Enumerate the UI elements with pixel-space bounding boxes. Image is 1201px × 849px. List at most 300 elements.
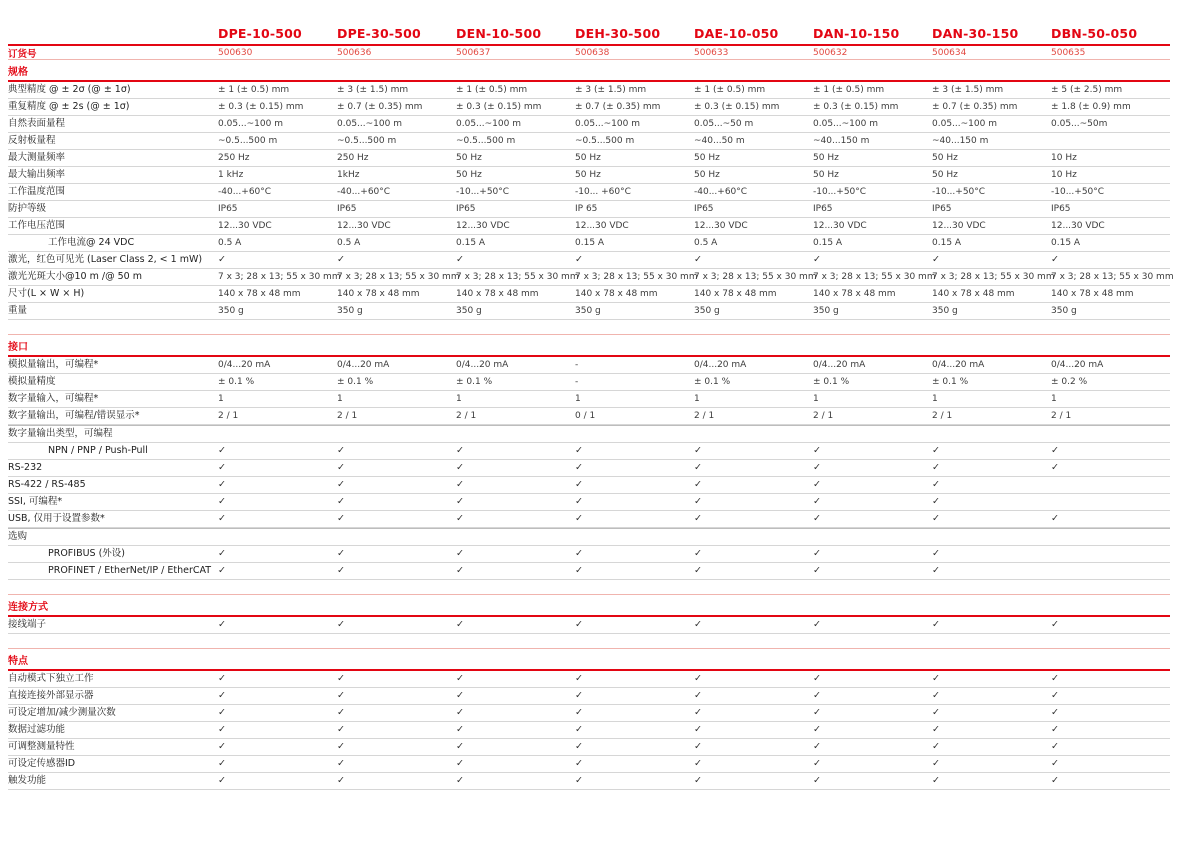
value-cell: 350 g	[337, 306, 363, 316]
check-icon: ✓	[1051, 758, 1059, 769]
check-icon: ✓	[813, 758, 821, 769]
value-cell: 140 x 78 x 48 mm	[813, 289, 896, 299]
value-cell: ~0.5...500 m	[218, 136, 278, 146]
value-cell: 0 / 1	[575, 411, 596, 421]
value-cell: -10...+50°C	[1051, 187, 1105, 197]
check-icon: ✓	[694, 496, 702, 507]
row-label: RS-422 / RS-485	[8, 479, 86, 490]
table-row	[8, 357, 1170, 374]
row-label: 自动模式下独立工作	[8, 673, 94, 684]
check-icon: ✓	[694, 445, 702, 456]
row-label: 可设定传感器ID	[8, 758, 76, 769]
value-cell: 0.05...~50 m	[694, 119, 754, 129]
section-3	[8, 594, 1170, 634]
value-cell: ± 1 (± 0.5) mm	[694, 85, 766, 95]
check-icon: ✓	[218, 479, 226, 490]
value-cell: 0.15 A	[932, 238, 962, 248]
value-cell: 350 g	[456, 306, 482, 316]
check-icon: ✓	[218, 462, 226, 473]
value-cell: 0.15 A	[456, 238, 486, 248]
value-cell: 50 Hz	[456, 170, 482, 180]
table-row	[8, 201, 1170, 218]
row-label: 模拟量精度	[8, 376, 56, 387]
check-icon: ✓	[337, 724, 345, 735]
table-row	[8, 286, 1170, 303]
value-cell: 1	[694, 394, 700, 404]
check-icon: ✓	[218, 775, 226, 786]
value-cell: 12...30 VDC	[218, 221, 272, 231]
value-cell: 0.5 A	[337, 238, 361, 248]
value-cell: ~40...150 m	[813, 136, 870, 146]
check-icon: ✓	[813, 548, 821, 559]
value-cell: IP65	[1051, 204, 1071, 214]
check-icon: ✓	[337, 254, 345, 265]
check-icon: ✓	[218, 548, 226, 559]
value-cell: 7 x 3; 28 x 13; 55 x 30 mm	[337, 272, 460, 282]
value-cell: 2 / 1	[337, 411, 358, 421]
order-number: 500633	[694, 48, 729, 58]
row-label: 反射板量程	[8, 135, 56, 146]
check-icon: ✓	[575, 758, 583, 769]
value-cell: 350 g	[694, 306, 720, 316]
value-cell: 0/4...20 mA	[694, 360, 747, 370]
value-cell: 0/4...20 mA	[337, 360, 390, 370]
row-label: 工作电流@ 24 VDC	[48, 237, 135, 248]
value-cell: -10... +60°C	[575, 187, 631, 197]
check-icon: ✓	[932, 775, 940, 786]
row-label: RS-232	[8, 462, 43, 473]
check-icon: ✓	[337, 496, 345, 507]
value-cell: 0/4...20 mA	[1051, 360, 1104, 370]
table-row	[8, 671, 1170, 688]
check-icon: ✓	[575, 548, 583, 559]
row-label: 典型精度 @ ± 2σ (@ ± 1σ)	[8, 84, 131, 95]
check-icon: ✓	[813, 741, 821, 752]
value-cell: 1	[456, 394, 462, 404]
check-icon: ✓	[218, 619, 226, 630]
value-cell: ± 1.8 (± 0.9) mm	[1051, 102, 1131, 112]
check-icon: ✓	[575, 775, 583, 786]
row-label: 直接连接外部显示器	[8, 690, 94, 701]
value-cell: 1kHz	[337, 170, 360, 180]
row-label: 自然表面量程	[8, 118, 66, 129]
check-icon: ✓	[218, 513, 226, 524]
value-cell: ± 0.7 (± 0.35) mm	[575, 102, 661, 112]
check-icon: ✓	[575, 690, 583, 701]
check-icon: ✓	[337, 619, 345, 630]
row-label: 模拟量输出，可编程*	[8, 359, 99, 370]
value-cell: ± 0.3 (± 0.15) mm	[456, 102, 542, 112]
value-cell: 0/4...20 mA	[932, 360, 985, 370]
value-cell: IP65	[932, 204, 952, 214]
check-icon: ✓	[694, 758, 702, 769]
check-icon: ✓	[813, 513, 821, 524]
value-cell: 2 / 1	[813, 411, 834, 421]
value-cell: ± 0.1 %	[337, 377, 374, 387]
row-label: PROFINET / EtherNet/IP / EtherCAT	[48, 565, 212, 576]
row-label: 接线端子	[8, 619, 47, 630]
value-cell: ± 0.1 %	[694, 377, 731, 387]
table-row	[8, 303, 1170, 320]
check-icon: ✓	[813, 619, 821, 630]
table-row	[8, 460, 1170, 477]
check-icon: ✓	[456, 479, 464, 490]
value-cell: 1 kHz	[218, 170, 244, 180]
check-icon: ✓	[218, 565, 226, 576]
value-cell: ± 0.7 (± 0.35) mm	[337, 102, 423, 112]
value-cell: 50 Hz	[575, 153, 601, 163]
value-cell: 7 x 3; 28 x 13; 55 x 30 mm	[1051, 272, 1174, 282]
table-row	[8, 252, 1170, 269]
value-cell: IP65	[456, 204, 476, 214]
row-label: 最大测量频率	[8, 152, 66, 163]
order-number: 500635	[1051, 48, 1086, 58]
value-cell: ± 0.7 (± 0.35) mm	[932, 102, 1018, 112]
value-cell: ± 0.3 (± 0.15) mm	[218, 102, 304, 112]
value-cell: 50 Hz	[456, 153, 482, 163]
table-row	[8, 494, 1170, 511]
row-label: PROFIBUS (外设)	[48, 548, 126, 559]
check-icon: ✓	[575, 707, 583, 718]
check-icon: ✓	[575, 513, 583, 524]
row-label: 数字量输出类型，可编程	[8, 428, 113, 439]
check-icon: ✓	[575, 673, 583, 684]
product-name: DAN-10-150	[813, 26, 900, 41]
check-icon: ✓	[456, 496, 464, 507]
check-icon: ✓	[456, 462, 464, 473]
value-cell: 140 x 78 x 48 mm	[218, 289, 301, 299]
check-icon: ✓	[932, 254, 940, 265]
check-icon: ✓	[337, 565, 345, 576]
value-cell: 0.05...~100 m	[456, 119, 521, 129]
value-cell: 0/4...20 mA	[218, 360, 271, 370]
row-label: NPN / PNP / Push-Pull	[48, 445, 148, 456]
table-row	[8, 705, 1170, 722]
row-label: 重复精度 @ ± 2s (@ ± 1σ)	[8, 101, 130, 112]
value-cell: IP 65	[575, 204, 598, 214]
check-icon: ✓	[218, 690, 226, 701]
row-label: SSI, 可编程*	[8, 496, 63, 507]
product-name: DAE-10-050	[694, 26, 779, 41]
check-icon: ✓	[694, 724, 702, 735]
value-cell: ~0.5...500 m	[575, 136, 635, 146]
check-icon: ✓	[575, 445, 583, 456]
value-cell: 7 x 3; 28 x 13; 55 x 30 mm	[575, 272, 698, 282]
value-cell: ± 3 (± 1.5) mm	[337, 85, 409, 95]
product-header-row	[8, 26, 1170, 46]
order-number: 500630	[218, 48, 253, 58]
check-icon: ✓	[813, 724, 821, 735]
check-icon: ✓	[932, 741, 940, 752]
row-label: 激光，红色可见光 (Laser Class 2, < 1 mW)	[8, 254, 203, 265]
value-cell: 12...30 VDC	[337, 221, 391, 231]
check-icon: ✓	[218, 673, 226, 684]
value-cell: 350 g	[932, 306, 958, 316]
check-icon: ✓	[456, 673, 464, 684]
check-icon: ✓	[694, 775, 702, 786]
value-cell: 0.15 A	[813, 238, 843, 248]
table-row	[8, 739, 1170, 756]
check-icon: ✓	[694, 513, 702, 524]
product-name: DPE-30-500	[337, 26, 421, 41]
check-icon: ✓	[218, 445, 226, 456]
check-icon: ✓	[813, 707, 821, 718]
check-icon: ✓	[1051, 254, 1059, 265]
check-icon: ✓	[813, 496, 821, 507]
value-cell: 50 Hz	[932, 153, 958, 163]
check-icon: ✓	[337, 462, 345, 473]
row-label: 触发功能	[8, 775, 47, 786]
value-cell: 0.05...~100 m	[813, 119, 878, 129]
check-icon: ✓	[813, 254, 821, 265]
value-cell: 0.05...~100 m	[932, 119, 997, 129]
value-cell: IP65	[694, 204, 714, 214]
check-icon: ✓	[575, 741, 583, 752]
value-cell: ± 0.1 %	[456, 377, 493, 387]
check-icon: ✓	[694, 548, 702, 559]
table-row	[8, 184, 1170, 201]
check-icon: ✓	[575, 496, 583, 507]
table-row	[8, 477, 1170, 494]
check-icon: ✓	[456, 565, 464, 576]
value-cell: 2 / 1	[456, 411, 477, 421]
row-label: 尺寸(L × W × H)	[8, 288, 85, 299]
check-icon: ✓	[456, 707, 464, 718]
value-cell: 140 x 78 x 48 mm	[456, 289, 539, 299]
check-icon: ✓	[932, 548, 940, 559]
value-cell: 2 / 1	[932, 411, 953, 421]
section-title: 特点	[8, 656, 28, 667]
value-cell: -40...+60°C	[694, 187, 748, 197]
value-cell: 350 g	[575, 306, 601, 316]
check-icon: ✓	[1051, 445, 1059, 456]
table-row	[8, 688, 1170, 705]
check-icon: ✓	[932, 462, 940, 473]
value-cell: 12...30 VDC	[575, 221, 629, 231]
value-cell: 2 / 1	[694, 411, 715, 421]
value-cell: ± 0.1 %	[218, 377, 255, 387]
value-cell: 140 x 78 x 48 mm	[932, 289, 1015, 299]
order-number: 500638	[575, 48, 610, 58]
check-icon: ✓	[456, 254, 464, 265]
value-cell: 350 g	[218, 306, 244, 316]
check-icon: ✓	[456, 513, 464, 524]
check-icon: ✓	[932, 479, 940, 490]
check-icon: ✓	[218, 254, 226, 265]
row-label: 选购	[8, 531, 28, 542]
section-header	[8, 334, 1170, 357]
check-icon: ✓	[932, 619, 940, 630]
value-cell: 140 x 78 x 48 mm	[337, 289, 420, 299]
value-cell: ~40...150 m	[932, 136, 989, 146]
order-number: 500632	[813, 48, 848, 58]
table-row	[8, 150, 1170, 167]
check-icon: ✓	[1051, 513, 1059, 524]
table-row	[8, 116, 1170, 133]
section-4	[8, 648, 1170, 790]
section-2	[8, 334, 1170, 580]
section-title: 连接方式	[8, 602, 48, 613]
row-label: 工作温度范围	[8, 186, 66, 197]
table-row	[8, 546, 1170, 563]
check-icon: ✓	[337, 775, 345, 786]
value-cell: 140 x 78 x 48 mm	[694, 289, 777, 299]
check-icon: ✓	[456, 445, 464, 456]
value-cell: -10...+50°C	[456, 187, 510, 197]
check-icon: ✓	[218, 741, 226, 752]
check-icon: ✓	[932, 513, 940, 524]
value-cell: 50 Hz	[694, 170, 720, 180]
value-cell: ± 1 (± 0.5) mm	[813, 85, 885, 95]
check-icon: ✓	[813, 775, 821, 786]
order-number: 500634	[932, 48, 967, 58]
check-icon: ✓	[1051, 775, 1059, 786]
value-cell: -	[575, 377, 579, 387]
table-row	[8, 722, 1170, 739]
section-1	[8, 60, 1174, 320]
value-cell: 2 / 1	[1051, 411, 1072, 421]
order-number: 500637	[456, 48, 491, 58]
row-label: 数字量输出，可编程/错误显示*	[8, 410, 140, 421]
check-icon: ✓	[813, 445, 821, 456]
check-icon: ✓	[932, 707, 940, 718]
table-row	[8, 374, 1170, 391]
value-cell: 7 x 3; 28 x 13; 55 x 30 mm	[456, 272, 579, 282]
spec-comparison-table	[8, 26, 1174, 790]
value-cell: ± 0.3 (± 0.15) mm	[694, 102, 780, 112]
value-cell: ± 0.1 %	[932, 377, 969, 387]
value-cell: -40...+60°C	[218, 187, 272, 197]
table-row	[8, 269, 1174, 286]
check-icon: ✓	[932, 445, 940, 456]
value-cell: IP65	[813, 204, 833, 214]
check-icon: ✓	[1051, 741, 1059, 752]
section-title: 规格	[8, 67, 28, 78]
value-cell: 0.5 A	[694, 238, 718, 248]
value-cell: 1	[337, 394, 343, 404]
product-name: DPE-10-500	[218, 26, 302, 41]
section-header	[8, 594, 1170, 617]
value-cell: 50 Hz	[813, 170, 839, 180]
check-icon: ✓	[456, 724, 464, 735]
table-row	[8, 218, 1170, 235]
value-cell: 140 x 78 x 48 mm	[1051, 289, 1134, 299]
section-header	[8, 648, 1170, 671]
value-cell: IP65	[337, 204, 357, 214]
check-icon: ✓	[932, 565, 940, 576]
value-cell: 7 x 3; 28 x 13; 55 x 30 mm	[932, 272, 1055, 282]
check-icon: ✓	[694, 673, 702, 684]
value-cell: 7 x 3; 28 x 13; 55 x 30 mm	[218, 272, 341, 282]
product-name: DEH-30-500	[575, 26, 661, 41]
check-icon: ✓	[932, 673, 940, 684]
value-cell: 1	[218, 394, 224, 404]
row-label: 防护等级	[8, 203, 47, 214]
check-icon: ✓	[694, 619, 702, 630]
check-icon: ✓	[456, 758, 464, 769]
value-cell: 250 Hz	[218, 153, 250, 163]
value-cell: 2 / 1	[218, 411, 239, 421]
value-cell: 12...30 VDC	[932, 221, 986, 231]
value-cell: -10...+50°C	[813, 187, 867, 197]
row-label: 重量	[8, 305, 28, 316]
row-label: 工作电压范围	[8, 220, 66, 231]
table-row	[8, 756, 1170, 773]
value-cell: 12...30 VDC	[456, 221, 510, 231]
value-cell: 7 x 3; 28 x 13; 55 x 30 mm	[694, 272, 817, 282]
check-icon: ✓	[337, 513, 345, 524]
check-icon: ✓	[694, 254, 702, 265]
product-name: DAN-30-150	[932, 26, 1019, 41]
table-row	[8, 82, 1170, 99]
value-cell: 12...30 VDC	[1051, 221, 1105, 231]
check-icon: ✓	[1051, 707, 1059, 718]
value-cell: 0.05...~100 m	[575, 119, 640, 129]
value-cell: 350 g	[813, 306, 839, 316]
check-icon: ✓	[1051, 462, 1059, 473]
check-icon: ✓	[456, 690, 464, 701]
check-icon: ✓	[694, 565, 702, 576]
table-row	[8, 617, 1170, 634]
check-icon: ✓	[932, 690, 940, 701]
value-cell: 1	[813, 394, 819, 404]
check-icon: ✓	[575, 565, 583, 576]
value-cell: 1	[1051, 394, 1057, 404]
check-icon: ✓	[218, 496, 226, 507]
check-icon: ✓	[694, 479, 702, 490]
table-row	[8, 133, 1170, 150]
check-icon: ✓	[456, 619, 464, 630]
value-cell: 50 Hz	[575, 170, 601, 180]
table-row	[8, 528, 1170, 546]
table-row	[8, 235, 1170, 252]
table-row	[8, 408, 1170, 425]
check-icon: ✓	[218, 724, 226, 735]
value-cell: 1	[575, 394, 581, 404]
check-icon: ✓	[337, 673, 345, 684]
check-icon: ✓	[932, 496, 940, 507]
row-label: 激光光斑大小@10 m /@ 50 m	[8, 271, 142, 282]
row-label: 数字量输入，可编程*	[8, 393, 99, 404]
value-cell: 12...30 VDC	[813, 221, 867, 231]
value-cell: 0.05...~100 m	[337, 119, 402, 129]
check-icon: ✓	[337, 690, 345, 701]
table-row	[8, 167, 1170, 184]
check-icon: ✓	[694, 690, 702, 701]
table-row	[8, 443, 1170, 460]
check-icon: ✓	[1051, 619, 1059, 630]
check-icon: ✓	[337, 548, 345, 559]
value-cell: 0.05...~50m	[1051, 119, 1108, 129]
table-row	[8, 391, 1170, 408]
value-cell: 10 Hz	[1051, 153, 1077, 163]
row-label: 可调整测量特性	[8, 741, 75, 752]
value-cell: 10 Hz	[1051, 170, 1077, 180]
table-row	[8, 99, 1170, 116]
value-cell: 0.15 A	[1051, 238, 1081, 248]
value-cell: 0.5 A	[218, 238, 242, 248]
value-cell: 0/4...20 mA	[456, 360, 509, 370]
value-cell: 7 x 3; 28 x 13; 55 x 30 mm	[813, 272, 936, 282]
value-cell: IP65	[218, 204, 238, 214]
check-icon: ✓	[813, 479, 821, 490]
check-icon: ✓	[932, 758, 940, 769]
value-cell: ± 0.1 %	[813, 377, 850, 387]
value-cell: 0.15 A	[575, 238, 605, 248]
value-cell: ± 0.2 %	[1051, 377, 1088, 387]
table-sections	[8, 60, 1174, 790]
value-cell: -40...+60°C	[337, 187, 391, 197]
